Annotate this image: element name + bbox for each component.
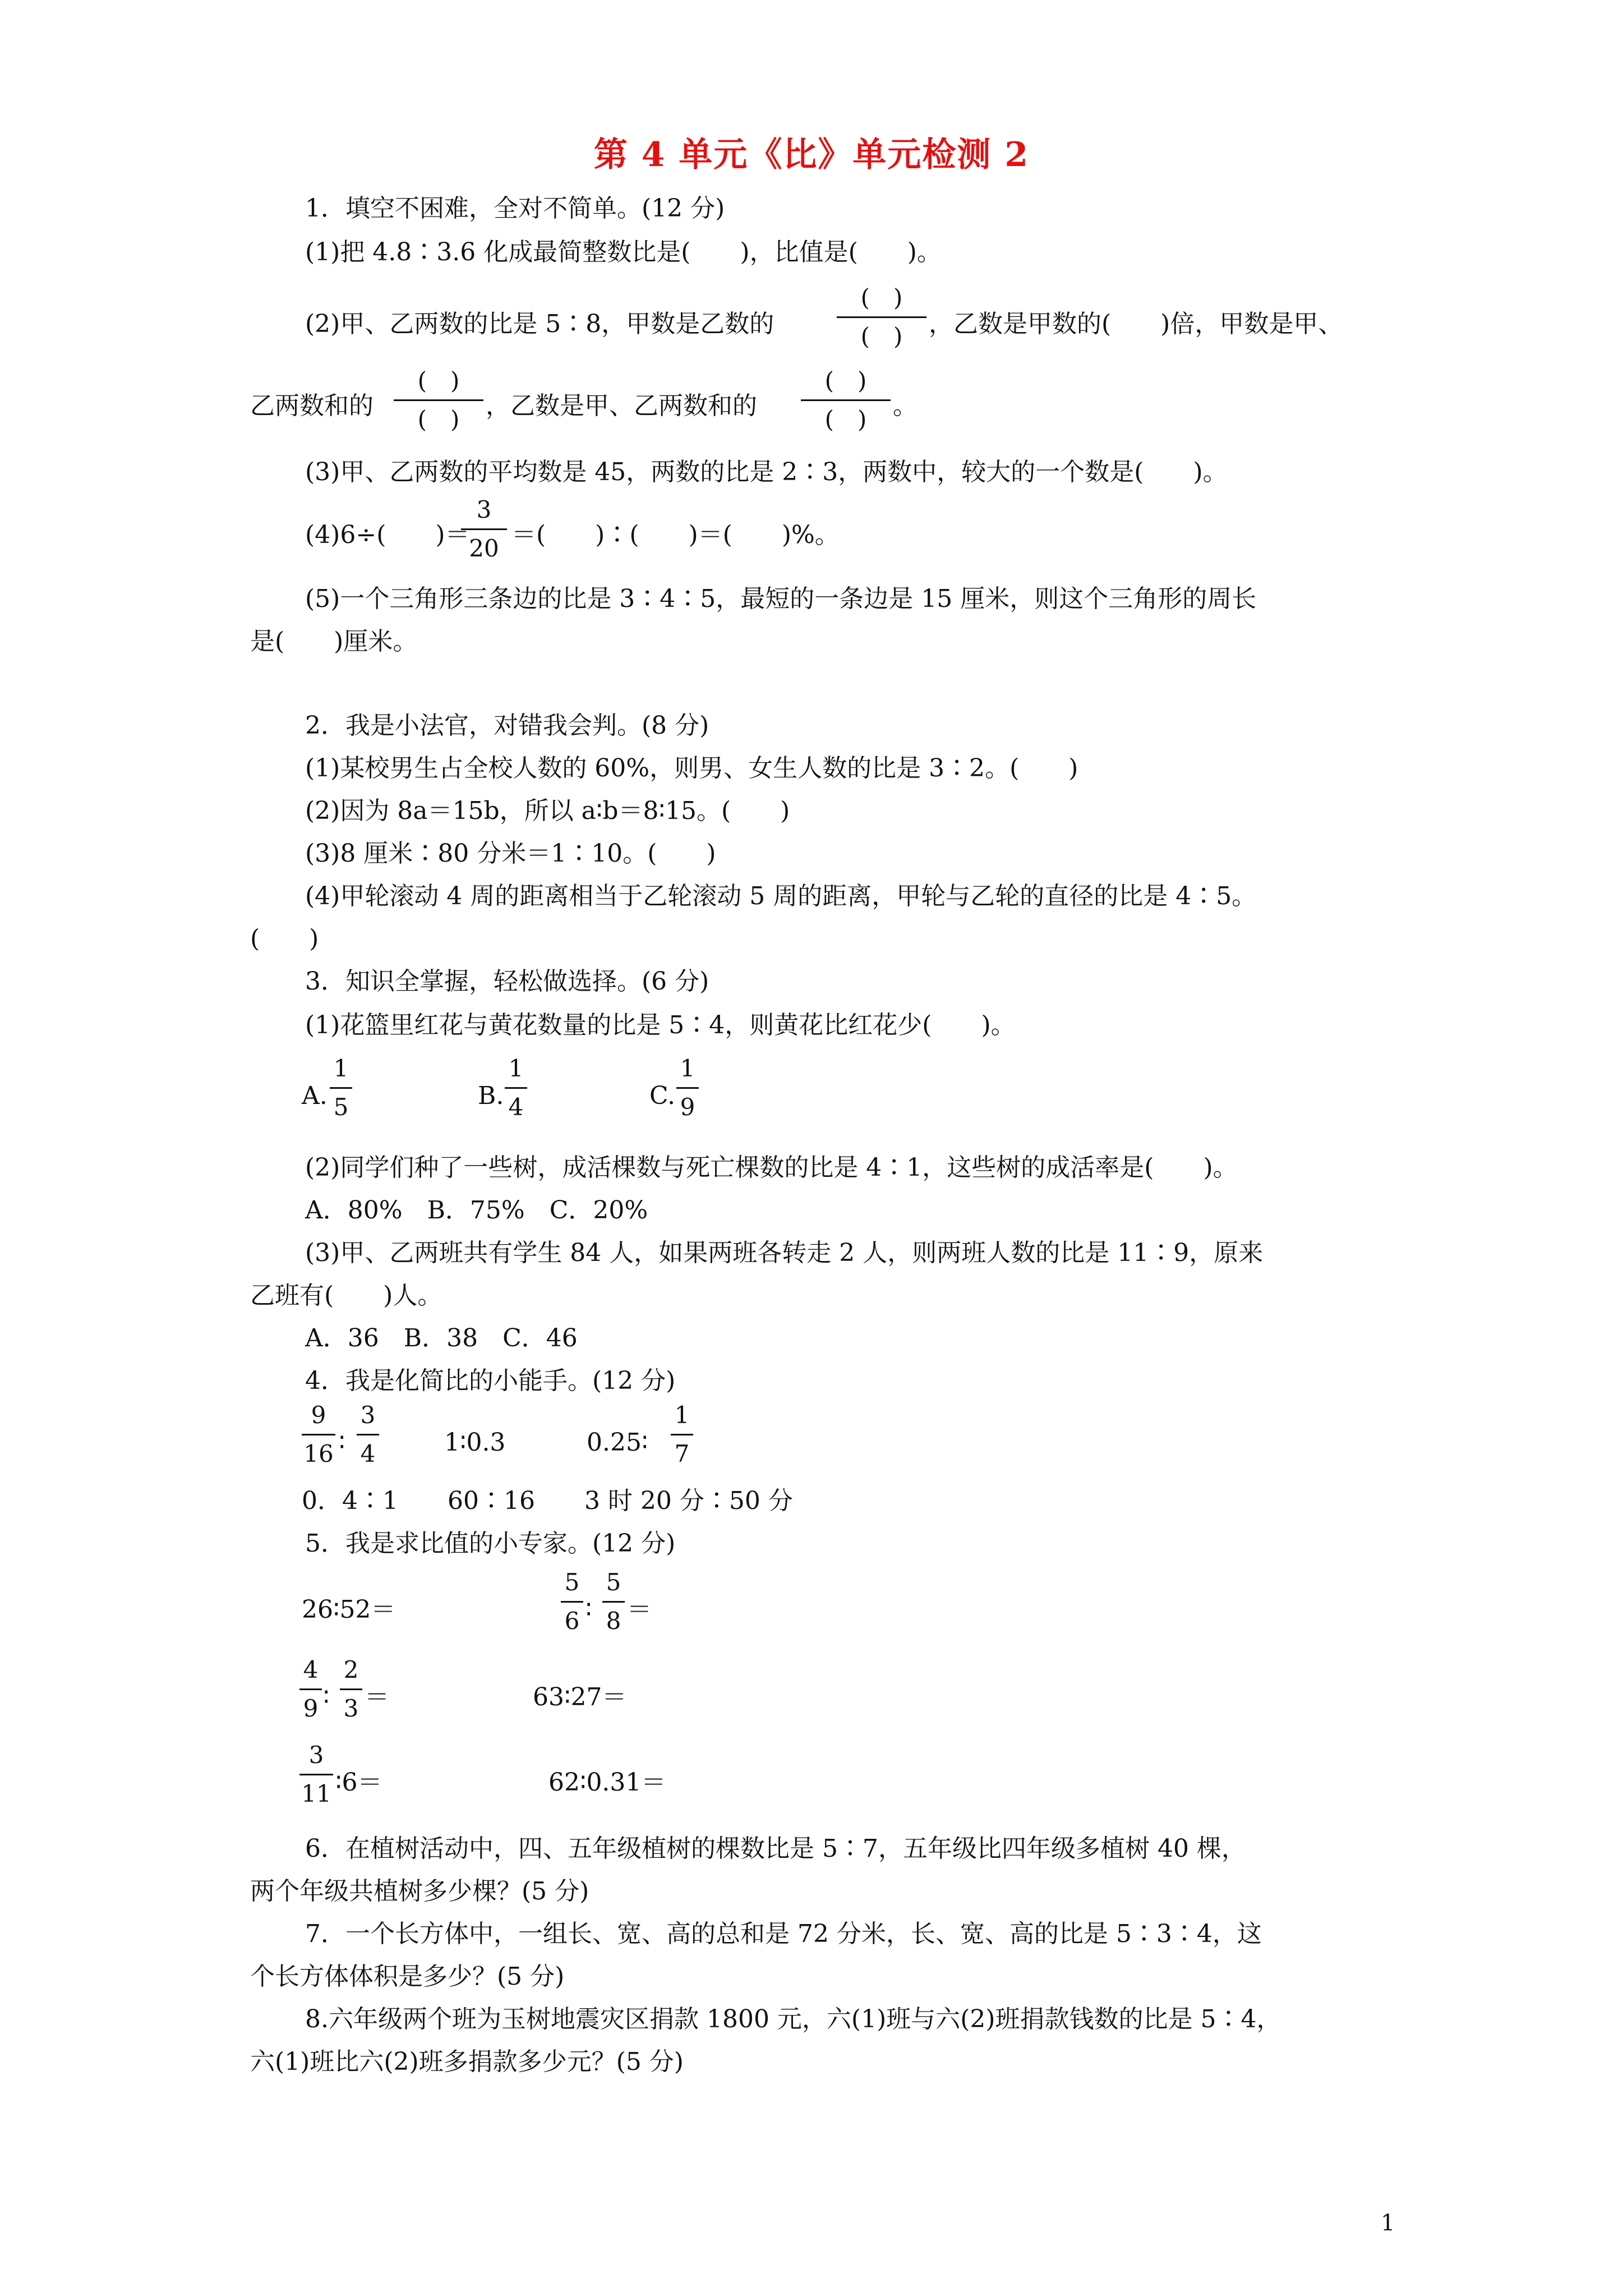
fraction-denominator: 3 [343, 1695, 359, 1722]
fraction-denominator: 4 [508, 1093, 524, 1121]
fraction-bar [461, 528, 507, 530]
question-8-line-1: 8.六年级两个班为玉树地震灾区捐款 1800 元，六(1)班与六(2)班捐款钱数的比是 5∶4， [305, 2005, 1281, 2033]
fraction-numerator: 5 [564, 1568, 580, 1596]
fraction-numerator: 1 [680, 1055, 695, 1082]
fraction-denominator: 4 [360, 1440, 376, 1467]
question-1-2-part-e: 。 [893, 392, 917, 420]
question-2-4-line-1: (4)甲轮滚动 4 周的距离相当于乙轮滚动 5 周的距离，甲轮与乙轮的直径的比是 4∶5。 [305, 882, 1257, 910]
question-1-2-part-c: 乙两数和的 [250, 392, 374, 420]
fraction-denominator: 8 [606, 1607, 621, 1635]
fraction-bar [561, 1601, 583, 1603]
fraction-numerator: ( ) [860, 284, 903, 311]
question-1-5-line-1: (5)一个三角形三条边的比是 3∶4∶5，最短的一条边是 15 厘米，则这个三角形的周长 [305, 585, 1257, 613]
question-1-2-part-b: ，乙数是甲数的( )倍，甲数是甲、 [929, 310, 1343, 338]
question-3-1: (1)花篮里红花与黄花数量的比是 5∶4，则黄花比红花少( )。 [305, 1011, 1016, 1039]
section-1-heading: 1．填空不困难，全对不简单。(12 分) [305, 194, 725, 223]
fraction-1-5 [330, 1057, 352, 1119]
fraction-denominator: 6 [564, 1607, 580, 1635]
fraction-denominator: 20 [469, 535, 499, 562]
fraction-9-16 [302, 1401, 335, 1467]
option-a-label: A. [302, 1082, 328, 1110]
question-6-line-1: 6．在植树活动中，四、五年级植树的棵数比是 5∶7，五年级比四年级多植树 40 棵， [305, 1834, 1246, 1863]
fraction-bar [671, 1434, 693, 1435]
section-4-row-2: 0．4∶1 60∶16 3 时 20 分∶50 分 [302, 1487, 793, 1515]
ratio-colon: ∶ [339, 1428, 345, 1457]
fraction-numerator: 2 [343, 1656, 359, 1683]
question-1-5-line-2: 是( )厘米。 [250, 627, 418, 656]
equals-sign: ＝ [627, 1595, 652, 1624]
fraction-bar [340, 1688, 362, 1690]
fraction-denominator: ( ) [824, 406, 867, 433]
fraction-bar [837, 316, 926, 318]
fraction-5-6 [561, 1568, 583, 1635]
ratio-26-52: 26∶52＝ [302, 1595, 396, 1624]
fraction-5-8 [602, 1568, 625, 1635]
ratio-0-25: 0.25∶ [587, 1428, 648, 1457]
question-3-3-line-1: (3)甲、乙两班共有学生 84 人，如果两班各转走 2 人，则两班人数的比是 11∶9，原来 [305, 1239, 1264, 1267]
section-4-heading: 4．我是化简比的小能手。(12 分) [305, 1366, 676, 1395]
fraction-bar [394, 399, 483, 401]
question-1-2-part-a: (2)甲、乙两数的比是 5∶8，甲数是乙数的 [305, 310, 774, 338]
fraction-1-4 [505, 1057, 527, 1119]
ratio-1-0-3: 1∶0.3 [444, 1428, 506, 1457]
ratio-colon: ∶ [585, 1595, 592, 1624]
fraction-bar [505, 1087, 527, 1089]
question-2-3: (3)8 厘米∶80 分米＝1∶10。( ) [305, 839, 716, 868]
equals-sign: ＝ [365, 1683, 389, 1711]
fraction-bar [676, 1087, 699, 1089]
fraction-denominator: 16 [303, 1440, 334, 1467]
section-3-heading: 3．知识全掌握，轻松做选择。(6 分) [305, 967, 709, 996]
fraction-3-20 [461, 498, 507, 560]
fraction-blank-1 [837, 286, 926, 348]
fraction-denominator: 5 [333, 1093, 349, 1121]
fraction-numerator: 1 [674, 1401, 690, 1429]
fraction-1-7 [671, 1401, 693, 1467]
fraction-denominator: ( ) [860, 323, 903, 350]
page-title: 第 4 单元《比》单元检测 2 [593, 135, 1030, 174]
fraction-numerator: ( ) [824, 367, 867, 394]
fraction-bar [299, 1688, 322, 1690]
fraction-denominator: ( ) [417, 406, 460, 433]
fraction-2-3 [340, 1658, 362, 1720]
option-c-label: C. [649, 1082, 676, 1110]
fraction-bar [602, 1601, 625, 1603]
section-2-heading: 2．我是小法官，对错我会判。(8 分) [305, 711, 709, 740]
ratio-62-0-31: 62∶0.31＝ [548, 1768, 666, 1797]
fraction-3-11 [299, 1743, 333, 1806]
fraction-bar [801, 399, 891, 401]
question-1-3: (3)甲、乙两数的平均数是 45，两数的比是 2∶3，两数中，较大的一个数是( )。 [305, 458, 1228, 486]
question-3-2-options: A．80% B．75% C．20% [305, 1196, 648, 1225]
section-5-heading: 5．我是求比值的小专家。(12 分) [305, 1529, 676, 1558]
fraction-blank-3 [801, 369, 891, 431]
fraction-denominator: 9 [680, 1093, 695, 1121]
question-2-2: (2)因为 8a＝15b，所以 a∶b＝8∶15。( ) [305, 797, 790, 825]
question-3-3-line-2: 乙班有( )人。 [250, 1281, 442, 1310]
question-7-line-2: 个长方体体积是多少？(5 分) [250, 1962, 565, 1991]
fraction-numerator: ( ) [417, 367, 460, 394]
question-1-4-part-b: ＝( )∶( )＝( )%。 [511, 521, 840, 549]
fraction-numerator: 5 [606, 1568, 621, 1596]
fraction-numerator: 3 [308, 1741, 324, 1769]
question-1-1: (1)把 4.8∶3.6 化成最简整数比是( )，比值是( )。 [305, 238, 942, 266]
question-1-2-part-d: ，乙数是甲、乙两数和的 [486, 392, 757, 420]
fraction-denominator: 9 [303, 1695, 319, 1722]
fraction-numerator: 3 [360, 1401, 376, 1429]
ratio-63-27: 63∶27＝ [533, 1683, 627, 1711]
question-2-4-line-2: ( ) [250, 924, 319, 953]
option-b-label: B. [478, 1082, 504, 1110]
question-2-1: (1)某校男生占全校人数的 60%，则男、女生人数的比是 3∶2。( ) [305, 754, 1078, 783]
question-8-line-2: 六(1)班比六(2)班多捐款多少元？(5 分) [250, 2047, 684, 2076]
fraction-numerator: 1 [508, 1055, 524, 1082]
question-6-line-2: 两个年级共植树多少棵？(5 分) [250, 1877, 589, 1906]
fraction-denominator: 11 [301, 1780, 331, 1807]
fraction-bar [357, 1434, 379, 1435]
fraction-3-4 [357, 1401, 379, 1467]
question-7-line-1: 7．一个长方体中，一组长、宽、高的总和是 72 分米，长、宽、高的比是 5∶3∶4，这 [305, 1920, 1262, 1948]
question-3-2: (2)同学们种了一些树，成活棵数与死亡棵数的比是 4∶1，这些树的成活率是( )。 [305, 1153, 1238, 1182]
fraction-denominator: 7 [674, 1440, 690, 1467]
fraction-numerator: 9 [311, 1401, 326, 1429]
fraction-blank-2 [394, 369, 483, 431]
fraction-bar [330, 1087, 352, 1089]
fraction-1-9 [676, 1057, 699, 1119]
ratio-colon-6: ∶6＝ [335, 1768, 382, 1797]
fraction-4-9 [299, 1658, 322, 1720]
page-number: 1 [1381, 2210, 1395, 2236]
question-1-4-part-a: (4)6÷( )＝ [305, 521, 470, 549]
fraction-numerator: 3 [476, 496, 492, 523]
fraction-bar [299, 1774, 333, 1775]
fraction-numerator: 4 [303, 1656, 319, 1683]
question-3-3-options: A．36 B．38 C．46 [305, 1324, 578, 1352]
ratio-colon: ∶ [323, 1683, 330, 1711]
fraction-bar [302, 1434, 335, 1435]
fraction-numerator: 1 [333, 1055, 349, 1082]
